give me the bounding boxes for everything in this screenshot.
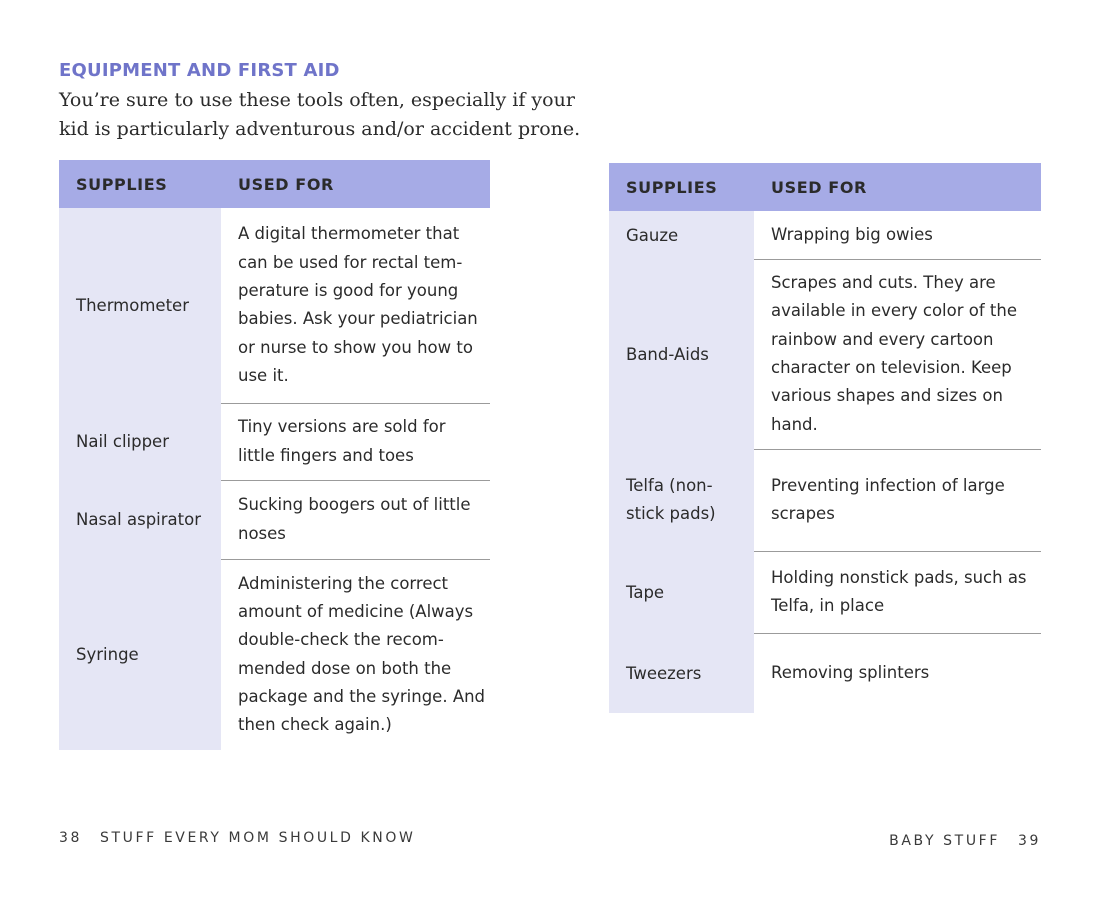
supply-name: Syringe: [59, 559, 221, 750]
table-row: [609, 211, 1041, 259]
supply-name: Telfa (non- stick pads): [609, 449, 754, 551]
supplies-column-header: SUPPLIES: [59, 160, 221, 208]
supplies-column-header: SUPPLIES: [609, 163, 754, 211]
supply-name: Tweezers: [609, 633, 754, 713]
supply-use: Scrapes and cuts. They are available in every color of the rainbow and every cartoon character on television. Keep various shapes and sizes on hand.: [754, 259, 1041, 449]
table-row: [609, 449, 1041, 551]
used-for-column-header: USED FOR: [221, 160, 490, 208]
section-title: EQUIPMENT AND FIRST AID: [59, 60, 340, 81]
supply-use: Preventing infection of large scrapes: [754, 449, 1041, 551]
right-page: [550, 0, 1100, 904]
page-number: 38: [59, 830, 83, 846]
running-title: BABY STUFF: [889, 833, 1000, 849]
table-row: [59, 480, 490, 559]
intro-line: kid is particularly adventurous and/or accident prone.: [59, 117, 581, 140]
supply-name: Tape: [609, 551, 754, 633]
intro-line: You’re sure to use these tools often, especially if your: [59, 89, 575, 111]
supply-name: Thermometer: [59, 208, 221, 403]
supply-use: Tiny versions are sold for little fingers and toes: [221, 403, 490, 480]
supplies-table: [59, 160, 490, 750]
intro-paragraph: [59, 86, 581, 143]
supply-name: Nasal aspirator: [59, 480, 221, 559]
table-header-row: [609, 163, 1041, 211]
running-title: STUFF EVERY MOM SHOULD KNOW: [100, 830, 416, 846]
table-row: [609, 551, 1041, 633]
supply-use: Removing splinters: [754, 633, 1041, 713]
table-row: [609, 259, 1041, 449]
supply-use: Sucking boogers out of little noses: [221, 480, 490, 559]
supply-use: Wrapping big owies: [754, 211, 1041, 259]
supply-name: Gauze: [609, 211, 754, 259]
supply-name: Nail clipper: [59, 403, 221, 480]
table-row: [59, 403, 490, 480]
supply-name: Band-Aids: [609, 259, 754, 449]
page-footer: [889, 833, 1041, 849]
supply-use: Administering the correct amount of medicine (Always double-check the recom- mended dose on both the package and the syringe. And then check again.): [221, 559, 490, 750]
table-row: [609, 633, 1041, 713]
table-header-row: [59, 160, 490, 208]
supplies-table: [609, 163, 1041, 713]
supply-use: Holding nonstick pads, such as Telfa, in place: [754, 551, 1041, 633]
page-footer: [59, 830, 415, 846]
used-for-column-header: USED FOR: [754, 163, 1041, 211]
page-number: 39: [1017, 833, 1041, 849]
supply-use: A digital thermometer that can be used for rectal tem- perature is good for young babies. Ask your pediatrician or nurse to show you how to use it.: [221, 208, 490, 403]
table-row: [59, 559, 490, 750]
table-row: [59, 208, 490, 403]
